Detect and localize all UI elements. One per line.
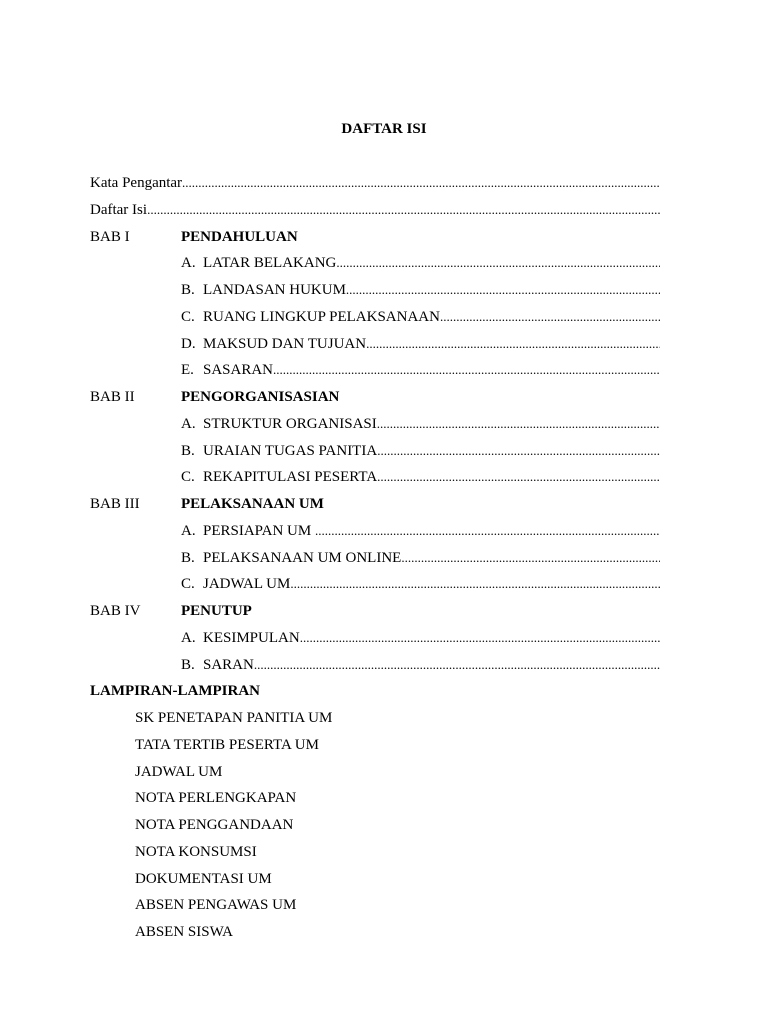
entry-letter: A.	[181, 415, 196, 432]
entry-letter: D.	[181, 335, 196, 352]
dot-leader	[300, 627, 660, 649]
dot-leader	[147, 199, 660, 221]
chapter-number: BAB I	[90, 228, 130, 245]
entry-text: PERSIAPAN UM	[203, 522, 315, 539]
toc-entry-label	[181, 440, 377, 462]
toc-entry-label	[181, 252, 336, 274]
chapter-number: BAB II	[90, 389, 135, 405]
toc-entry-section	[181, 654, 660, 676]
chapter-title: PENUTUP	[181, 603, 252, 619]
toc-entry-label	[181, 359, 273, 381]
entry-text: RUANG LINGKUP PELAKSANAAN	[203, 308, 440, 325]
toc-entry-section	[181, 440, 660, 462]
appendix-item: NOTA PERLENGKAPAN	[135, 790, 297, 807]
toc-entry-section	[181, 573, 660, 595]
entry-text: STRUKTUR ORGANISASI	[203, 415, 377, 432]
chapter-title: PELAKSANAAN UM	[181, 496, 324, 512]
toc-entry-label	[181, 547, 401, 569]
entry-text: SASARAN	[203, 362, 274, 379]
appendix-item: NOTA KONSUMSI	[135, 843, 257, 860]
toc-entry-label	[181, 627, 300, 649]
toc-entry-label	[181, 654, 254, 676]
toc-entry-section	[181, 520, 660, 542]
entry-letter: C.	[181, 308, 195, 325]
appendix-item: DOKUMENTASI UM	[135, 870, 272, 887]
entry-text: LATAR BELAKANG	[203, 255, 337, 272]
entry-text: LANDASAN HUKUM	[203, 282, 346, 298]
dot-leader	[315, 520, 660, 542]
entry-letter: A.	[181, 522, 196, 539]
page-title: DAFTAR ISI	[341, 121, 427, 137]
toc-entry-section	[181, 359, 660, 381]
dot-leader	[366, 333, 660, 355]
appendix-item: JADWAL UM	[135, 763, 223, 780]
toc-entry-label	[181, 573, 290, 595]
dot-leader	[377, 440, 660, 462]
entry-text: REKAPITULASI PESERTA	[203, 469, 378, 486]
entry-letter: A.	[181, 629, 196, 646]
entry-text: JADWAL UM	[203, 576, 291, 593]
entry-text: SARAN	[203, 656, 254, 673]
dot-leader	[290, 573, 660, 595]
toc-entry-section	[181, 333, 660, 355]
entry-letter: B.	[181, 656, 195, 673]
toc-entry-section	[181, 306, 660, 328]
appendix-item: ABSEN PENGAWAS UM	[135, 897, 297, 914]
toc-entry-section	[181, 466, 660, 488]
toc-entry-label	[181, 279, 346, 301]
dot-leader	[377, 413, 660, 435]
toc-entry-label	[181, 466, 377, 488]
appendix-item: SK PENETAPAN PANITIA UM	[135, 710, 333, 726]
entry-text: KESIMPULAN	[203, 629, 300, 646]
dot-leader	[401, 547, 660, 569]
entry-letter: B.	[181, 442, 195, 459]
toc-entry-label: Kata Pengantar	[90, 175, 183, 191]
chapter-title: PENGORGANISASIAN	[181, 389, 340, 405]
toc-entry-section	[181, 627, 660, 649]
entry-text: URAIAN TUGAS PANITIA	[203, 442, 378, 459]
appendix-item: ABSEN SISWA	[135, 924, 233, 940]
dot-leader	[254, 654, 660, 676]
toc-entry-label	[181, 413, 377, 435]
dot-leader	[182, 172, 660, 194]
toc-entry-section	[181, 547, 660, 569]
toc-entry-section	[181, 413, 660, 435]
toc-entry-section	[181, 252, 660, 274]
dot-leader	[346, 279, 660, 301]
entry-letter: B.	[181, 282, 195, 298]
toc-entry-front	[90, 172, 660, 194]
entry-text: PELAKSANAAN UM ONLINE	[203, 549, 402, 566]
chapter-number: BAB III	[90, 496, 140, 512]
appendix-item: NOTA PENGGANDAAN	[135, 817, 294, 833]
entry-letter: E.	[181, 362, 194, 379]
entry-letter: C.	[181, 576, 195, 593]
chapter-number: BAB IV	[90, 603, 141, 619]
dot-leader	[273, 359, 660, 381]
entry-letter: A.	[181, 255, 196, 272]
dot-leader	[440, 306, 660, 328]
dot-leader	[336, 252, 660, 274]
appendix-title: LAMPIRAN-LAMPIRAN	[90, 683, 260, 700]
appendix-item: TATA TERTIB PESERTA UM	[135, 736, 319, 753]
toc-entry-label: Daftar Isi	[90, 201, 148, 218]
toc-entry-label	[181, 520, 315, 542]
toc-entry-front	[90, 199, 660, 221]
toc-entry-label	[181, 306, 440, 328]
toc-entry-label	[181, 333, 366, 355]
chapter-title: PENDAHULUAN	[181, 228, 298, 245]
entry-letter: C.	[181, 469, 195, 486]
entry-text: MAKSUD DAN TUJUAN	[203, 335, 367, 352]
dot-leader	[377, 466, 660, 488]
toc-entry-section	[181, 279, 660, 301]
entry-letter: B.	[181, 549, 195, 566]
